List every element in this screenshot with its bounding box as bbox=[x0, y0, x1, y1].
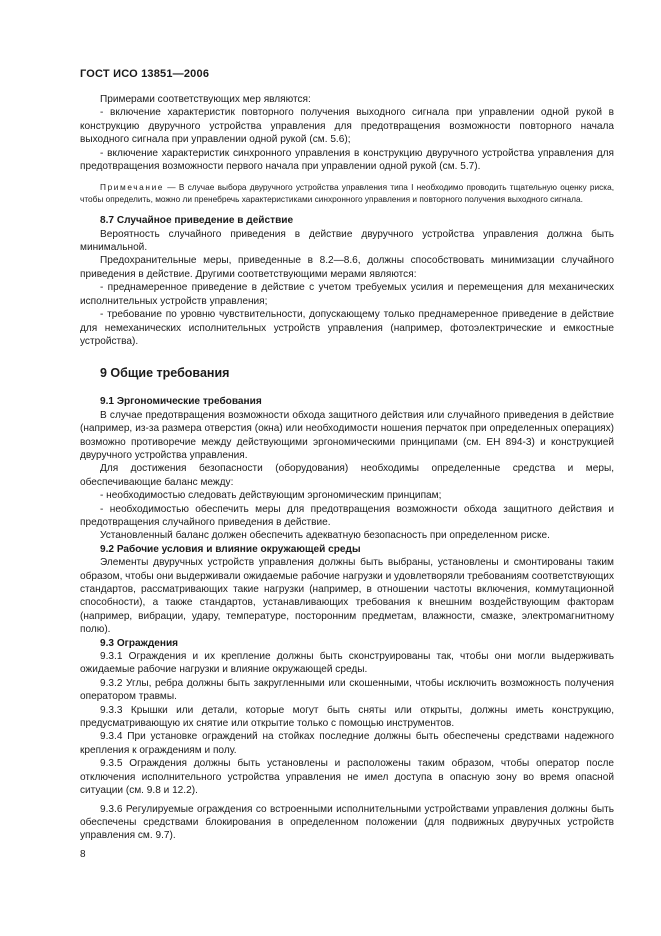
page-header-standard: ГОСТ ИСО 13851—2006 bbox=[80, 68, 210, 80]
list-item: - преднамеренное приведение в действие с учетом требуемых усилия и перемещения для механических исполнительных устройств управления; bbox=[80, 282, 614, 307]
clause-9-3-1: 9.3.1 Ограждения и их крепление должны быть сконструированы так, чтобы они могли выдерживать ожидаемые рабочие нагрузки и влияние окружающей среды. bbox=[80, 651, 614, 676]
page-content bbox=[80, 93, 614, 843]
clause-9-3-5: 9.3.5 Ограждения должны быть установлены и расположены таким образом, чтобы оператор после отключения исполнительного устройства управления не имел доступа в опасную зону во время опасной ситуации (см. 9.8 и 12.2). bbox=[80, 758, 614, 797]
paragraph: Примерами соответствующих мер являются: bbox=[100, 94, 311, 105]
list-item: - необходимостью обеспечить меры для предотвращения возможности обхода защитного действия и предотвращения случайного приведения в действие. bbox=[80, 503, 614, 528]
clause-9-3-4: 9.3.4 При установке ограждений на стойках последние должны быть обеспечены средствами надежного крепления к ограждениям и полу. bbox=[80, 731, 614, 756]
note-label: Примечание bbox=[100, 182, 165, 193]
section-9-2-title: 9.2 Рабочие условия и влияние окружающей среды bbox=[100, 543, 361, 555]
section-9-title: 9 Общие требования bbox=[100, 366, 230, 381]
section-8-7-title: 8.7 Случайное приведение в действие bbox=[100, 215, 294, 227]
paragraph: Для достижения безопасности (оборудования) необходимы определенные средства и меры, обеспечивающие баланс между: bbox=[80, 463, 614, 488]
note-text: — В случае выбора двуручного устройства управления типа I необходимо проводить тщательную оценку риска, чтобы определить, можно ли пренебречь характеристиками синхронного управления и повторного получения выходного сигнала. bbox=[80, 182, 615, 204]
clause-9-3-2: 9.3.2 Углы, ребра должны быть закругленными или скошенными, чтобы исключить возможность получения оператором травмы. bbox=[80, 677, 614, 703]
paragraph: Элементы двуручных устройств управления должны быть выбраны, установлены и смонтированы таким образом, чтобы они выдерживали ожидаемые рабочие нагрузки и удовлетворяли требованиям соответствующих стандартов, рассматривающих такие нагрузки (например, в отношении частоты включения, коммутационной способности), а также стандартов, устанавливающих требования к внешним воздействующим факторам (например, вибрации, удару, температуре, посторонним предметам, влажности, смазке, электромагнитному полю). bbox=[80, 557, 614, 636]
list-item: - необходимостью следовать действующим эргономическим принципам; bbox=[100, 490, 442, 502]
clause-9-3-6: 9.3.6 Регулируемые ограждения со встроенными исполнительными устройствами управления должны быть обеспечены средствами блокирования в определенном положении (для подвижных двуручных устройств управления см. 9.7). bbox=[80, 803, 614, 842]
note bbox=[80, 182, 614, 205]
paragraph: Установленный баланс должен обеспечить адекватную безопасность при определенном риске. bbox=[100, 530, 550, 542]
document-page bbox=[80, 0, 614, 936]
paragraph: В случае предотвращения возможности обхода защитного действия или случайного приведения в действие (например, из-за размера отверстия (окна) или необходимости ношения перчаток при определенных операциях) возможно противоречие между действующими эргономическими принципами (см. ЕН 894-3) и конструкцией двуручного устройства управления. bbox=[80, 409, 614, 461]
paragraph: Вероятность случайного приведения в действие двуручного устройства управления должна быть минимальной. bbox=[80, 228, 614, 254]
section-9-3-title: 9.3 Ограждения bbox=[100, 637, 179, 649]
list-item: - включение характеристик синхронного управления в конструкцию двуручного устройства управления для предотвращения возможности первого начала при управлении одной рукой (см. 5.7). bbox=[80, 147, 614, 173]
page-number: 8 bbox=[80, 849, 86, 860]
list-item: - требование по уровню чувствительности, допускающему только преднамеренное приведение в действие для немеханических исполнительных устройств управления (например, фотоэлектрические и емкостные устройства). bbox=[80, 309, 614, 347]
clause-9-3-3: 9.3.3 Крышки или детали, которые могут быть сняты или открыты, должны иметь конструкцию, предусматривающую их снятие или открытие только с помощью инструментов. bbox=[80, 704, 614, 730]
paragraph: Предохранительные меры, приведенные в 8.2—8.6, должны способствовать минимизации случайного приведения в действие. Другими соответствующими мерами являются: bbox=[80, 255, 614, 280]
section-9-1-title: 9.1 Эргономические требования bbox=[100, 396, 262, 408]
list-item: - включение характеристик повторного получения выходного сигнала при управлении одной рукой в конструкцию двуручного устройства управления для предотвращения возможности повторного начала выходного сигнала при управлении одной рукой (см. 5.6); bbox=[80, 107, 614, 146]
